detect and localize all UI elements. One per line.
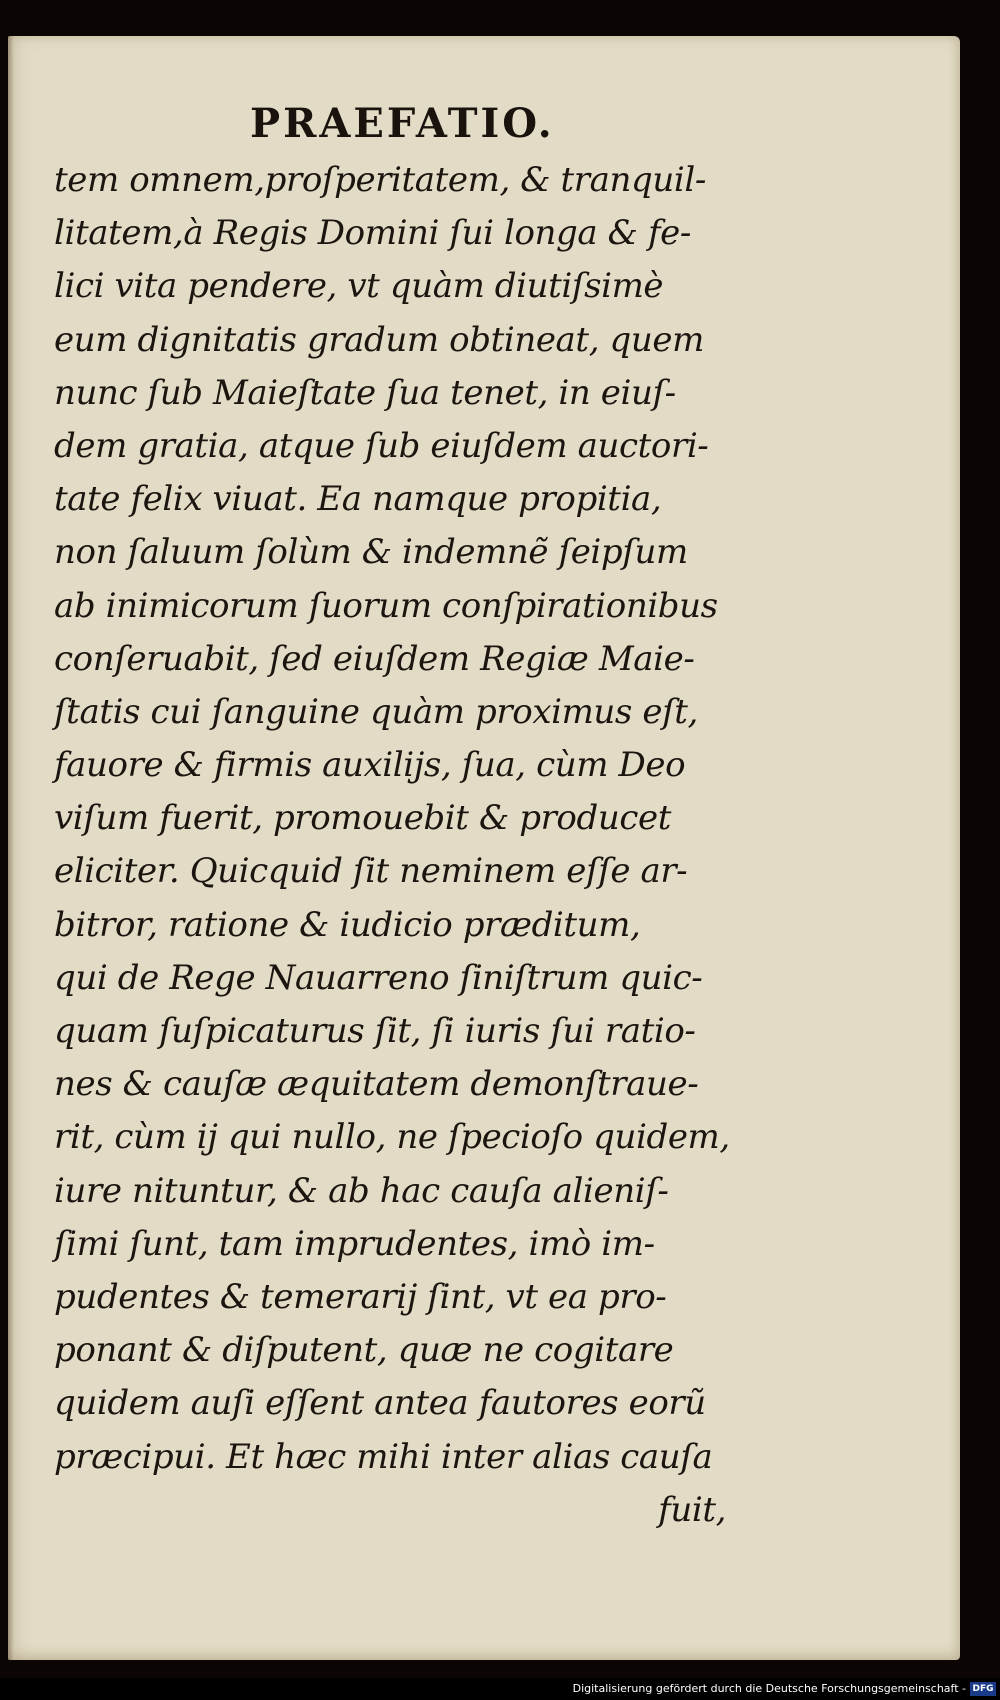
page-gutter-shadow bbox=[8, 36, 14, 1660]
text-line: ſimi ſunt, tam imprudentes, imò im- bbox=[54, 1223, 655, 1264]
text-line: tem omnem,proſperitatem, & tranquil- bbox=[54, 160, 706, 200]
text-line: ab inimicorum ſuorum conſpirationibus bbox=[54, 585, 718, 626]
text-line: eum dignitatis gradum obtineat, quem bbox=[54, 319, 704, 360]
text-line: præcipui. Et hæc mihi inter alias cauſa bbox=[54, 1436, 713, 1477]
dfg-logo: DFG bbox=[970, 1682, 996, 1696]
text-line: nunc ſub Maieſtate ſua tenet, in eiuſ- bbox=[54, 372, 676, 413]
text-line: rit, cùm ij qui nullo, ne ſpecioſo quidem, bbox=[54, 1117, 730, 1158]
text-line: ponant & diſputent, quæ ne cogitare bbox=[54, 1330, 674, 1371]
text-line: viſum fuerit, promouebit & producet bbox=[54, 798, 671, 839]
text-line: conſeruabit, ſed eiuſdem Regiæ Maie- bbox=[54, 638, 695, 679]
funding-credit: Digitalisierung gefördert durch die Deutsche Forschungsgemeinschaft - bbox=[572, 1682, 966, 1695]
text-line: eliciter. Quicquid ſit neminem eſſe ar- bbox=[54, 851, 688, 892]
text-line: ſtatis cui ſanguine quàm proximus eſt, bbox=[54, 691, 698, 732]
text-line: qui de Rege Nauarreno ſiniſtrum quic- bbox=[54, 957, 703, 998]
text-line: non ſaluum ſolùm & indemnẽ ſeipſum bbox=[54, 532, 688, 573]
text-line: tate felix viuat. Ea namque propitia, bbox=[54, 479, 662, 520]
book-page bbox=[8, 36, 960, 1660]
text-line: dem gratia, atque ſub eiuſdem auctori- bbox=[54, 425, 709, 466]
running-head: PRAEFATIO. bbox=[250, 100, 555, 147]
text-line: pudentes & temerarij ſint, vt ea pro- bbox=[54, 1276, 667, 1317]
text-line: iure nituntur, & ab hac cauſa alieniſ- bbox=[54, 1170, 669, 1211]
text-line: lici vita pendere, vt quàm diutiſsimè bbox=[54, 266, 664, 307]
text-line: quam ſuſpicaturus ſit, ſi iuris ſui ratio- bbox=[54, 1011, 696, 1051]
text-line: quidem auſi eſſent antea fautores eorũ bbox=[54, 1383, 706, 1424]
text-line: bitror, ratione & iudicio præditum, bbox=[54, 904, 641, 945]
catchword: fuit, bbox=[658, 1489, 726, 1530]
body-text bbox=[54, 154, 744, 1537]
text-line: fauore & firmis auxilijs, ſua, cùm Deo bbox=[54, 745, 686, 786]
text-line: nes & cauſæ æquitatem demonſtraue- bbox=[54, 1064, 699, 1105]
text-line: litatem,à Regis Domini ſui longa & fe- bbox=[54, 213, 691, 254]
